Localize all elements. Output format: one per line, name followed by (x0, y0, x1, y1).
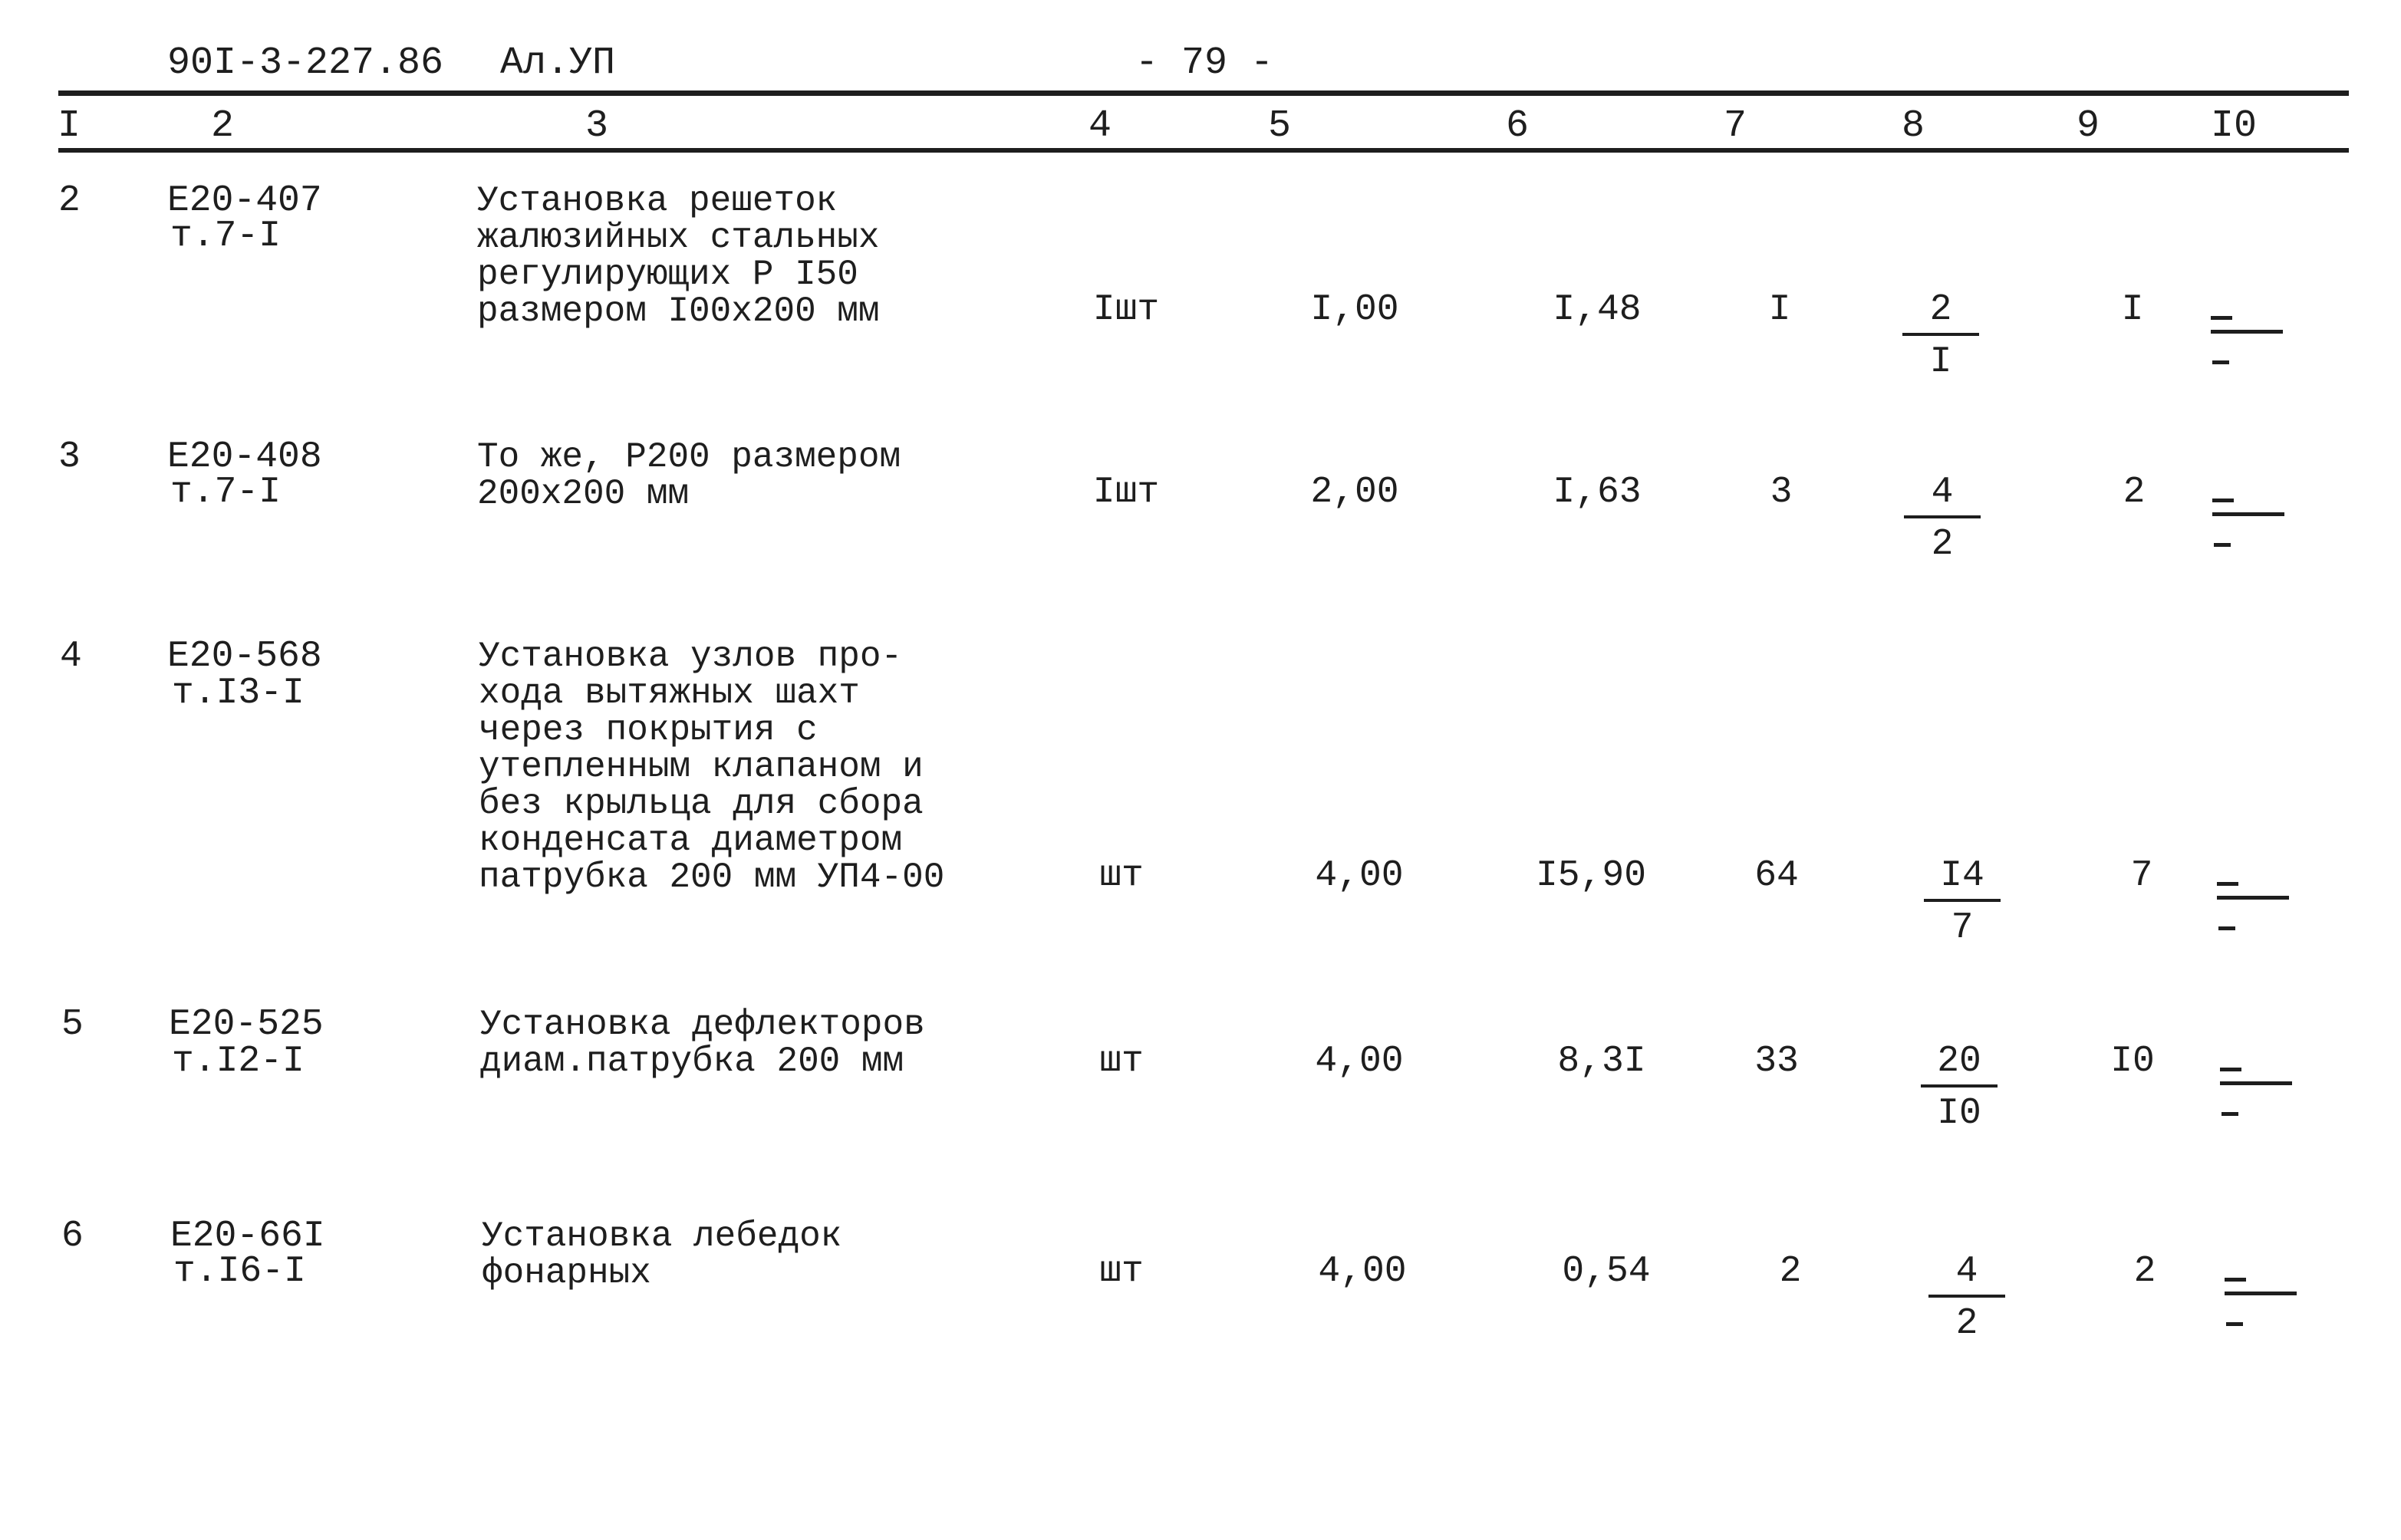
fraction-denominator: I0 (1937, 1093, 1981, 1134)
document-code: 90I-3-227.86 (167, 41, 444, 85)
column-number: 2 (210, 104, 235, 148)
value-col9: 7 (2130, 855, 2153, 897)
value-col7: 2 (1779, 1251, 1802, 1292)
column-number: 6 (1505, 104, 1530, 148)
fraction-numerator: 2 (1929, 289, 1952, 331)
description-line: Установка узлов про- (479, 637, 903, 676)
unit: шт (1099, 855, 1144, 897)
fraction-col8 (1902, 289, 1979, 383)
fraction-numerator: 4 (1955, 1251, 1978, 1292)
unit: шт (1099, 1041, 1144, 1082)
value-col6: 0,54 (1562, 1251, 1651, 1292)
description-line: То же, Р200 размером (477, 437, 901, 477)
unit: Iшт (1092, 472, 1160, 513)
row-number: 2 (58, 180, 81, 222)
description-line: хода вытяжных шахт (479, 673, 860, 713)
quantity: 2,00 (1310, 472, 1399, 513)
column-number: 7 (1723, 104, 1747, 148)
description-line: конденсата диаметром (479, 821, 903, 860)
row-number: 4 (60, 636, 82, 677)
norm-code: E20-525 (169, 1004, 324, 1045)
fraction-denominator: 7 (1951, 907, 1974, 949)
value-col6: I,48 (1553, 289, 1642, 331)
quantity: 4,00 (1315, 855, 1404, 897)
column-number: 3 (585, 104, 609, 148)
row-number: 6 (61, 1216, 84, 1257)
page-number: - 79 - (1135, 41, 1274, 85)
value-col7: 33 (1754, 1041, 1799, 1082)
fraction-col8 (1924, 855, 2001, 949)
unit: Iшт (1092, 289, 1160, 331)
value-col6: I5,90 (1535, 855, 1647, 897)
quantity: 4,00 (1318, 1251, 1407, 1292)
norm-table: т.I6-I (173, 1251, 306, 1292)
norm-code: E20-66I (170, 1216, 325, 1257)
norm-table: т.7-I (170, 216, 282, 257)
fraction-denominator: I (1929, 341, 1952, 383)
dash-mark-col10 (2225, 1265, 2301, 1342)
column-number: I (57, 104, 81, 148)
description-line: диам.патрубка 200 мм (480, 1041, 904, 1081)
row-number: 5 (61, 1004, 84, 1045)
unit: шт (1099, 1251, 1144, 1292)
dash-mark-col10 (2211, 304, 2287, 380)
work-description (477, 439, 901, 512)
norm-table: т.I2-I (172, 1041, 305, 1082)
value-col9: 2 (2133, 1251, 2156, 1292)
description-line: жалюзийных стальных (477, 218, 880, 258)
value-col6: 8,3I (1557, 1041, 1646, 1082)
fraction-numerator: I4 (1940, 855, 1984, 897)
norm-code: E20-408 (167, 436, 322, 478)
description-line: 200x200 мм (477, 474, 690, 514)
work-description (479, 638, 944, 896)
work-description (480, 1006, 925, 1080)
album-label: Ал.УП (500, 41, 616, 85)
description-line: через покрытия с (479, 710, 818, 750)
fraction-bar (1921, 1084, 1998, 1088)
work-description (477, 183, 880, 330)
value-col7: I (1768, 289, 1791, 331)
column-number: 4 (1088, 104, 1112, 148)
fraction-col8 (1928, 1253, 2005, 1342)
fraction-bar (1904, 515, 1981, 518)
fraction-denominator: 2 (1931, 524, 1954, 565)
column-number: 9 (2076, 104, 2100, 148)
norm-code: E20-407 (167, 180, 322, 222)
fraction-denominator: 2 (1955, 1303, 1978, 1344)
fraction-bar (1902, 333, 1979, 336)
dash-mark-col10 (2217, 870, 2294, 946)
description-line: Установка дефлекторов (480, 1005, 925, 1045)
value-col9: 2 (2123, 472, 2146, 513)
fraction-col8 (1904, 474, 1981, 563)
fraction-numerator: 4 (1931, 472, 1954, 513)
dash-mark-col10 (2220, 1055, 2297, 1132)
description-line: размером I00x200 мм (477, 291, 880, 331)
fraction-col8 (1921, 1043, 1998, 1132)
fraction-bar (1928, 1295, 2005, 1298)
column-number: 8 (1901, 104, 1925, 148)
value-col9: I (2121, 289, 2144, 331)
norm-table: т.7-I (170, 472, 282, 513)
fraction-bar (1924, 899, 2001, 902)
row-number: 3 (58, 436, 81, 478)
description-line: фонарных (482, 1253, 651, 1293)
column-header-rule (58, 148, 2349, 153)
column-number: I0 (2210, 104, 2258, 148)
value-col7: 3 (1770, 472, 1793, 513)
quantity: I,00 (1310, 289, 1399, 331)
column-number: 5 (1267, 104, 1292, 148)
work-description (482, 1218, 842, 1292)
value-col6: I,63 (1553, 472, 1642, 513)
description-line: утепленным клапаном и (479, 747, 924, 787)
norm-code: E20-568 (167, 636, 322, 677)
description-line: Установка решеток (477, 181, 838, 221)
description-line: патрубка 200 мм УП4-00 (479, 857, 945, 897)
norm-table: т.I3-I (172, 673, 305, 714)
description-line: без крыльца для сбора (479, 784, 924, 824)
top-rule (58, 90, 2349, 96)
value-col7: 64 (1754, 855, 1799, 897)
fraction-numerator: 20 (1937, 1041, 1981, 1082)
description-line: регулирующих Р I50 (477, 255, 858, 295)
description-line: Установка лебедок (482, 1216, 842, 1256)
quantity: 4,00 (1315, 1041, 1404, 1082)
value-col9: I0 (2110, 1041, 2155, 1082)
dash-mark-col10 (2212, 486, 2289, 563)
